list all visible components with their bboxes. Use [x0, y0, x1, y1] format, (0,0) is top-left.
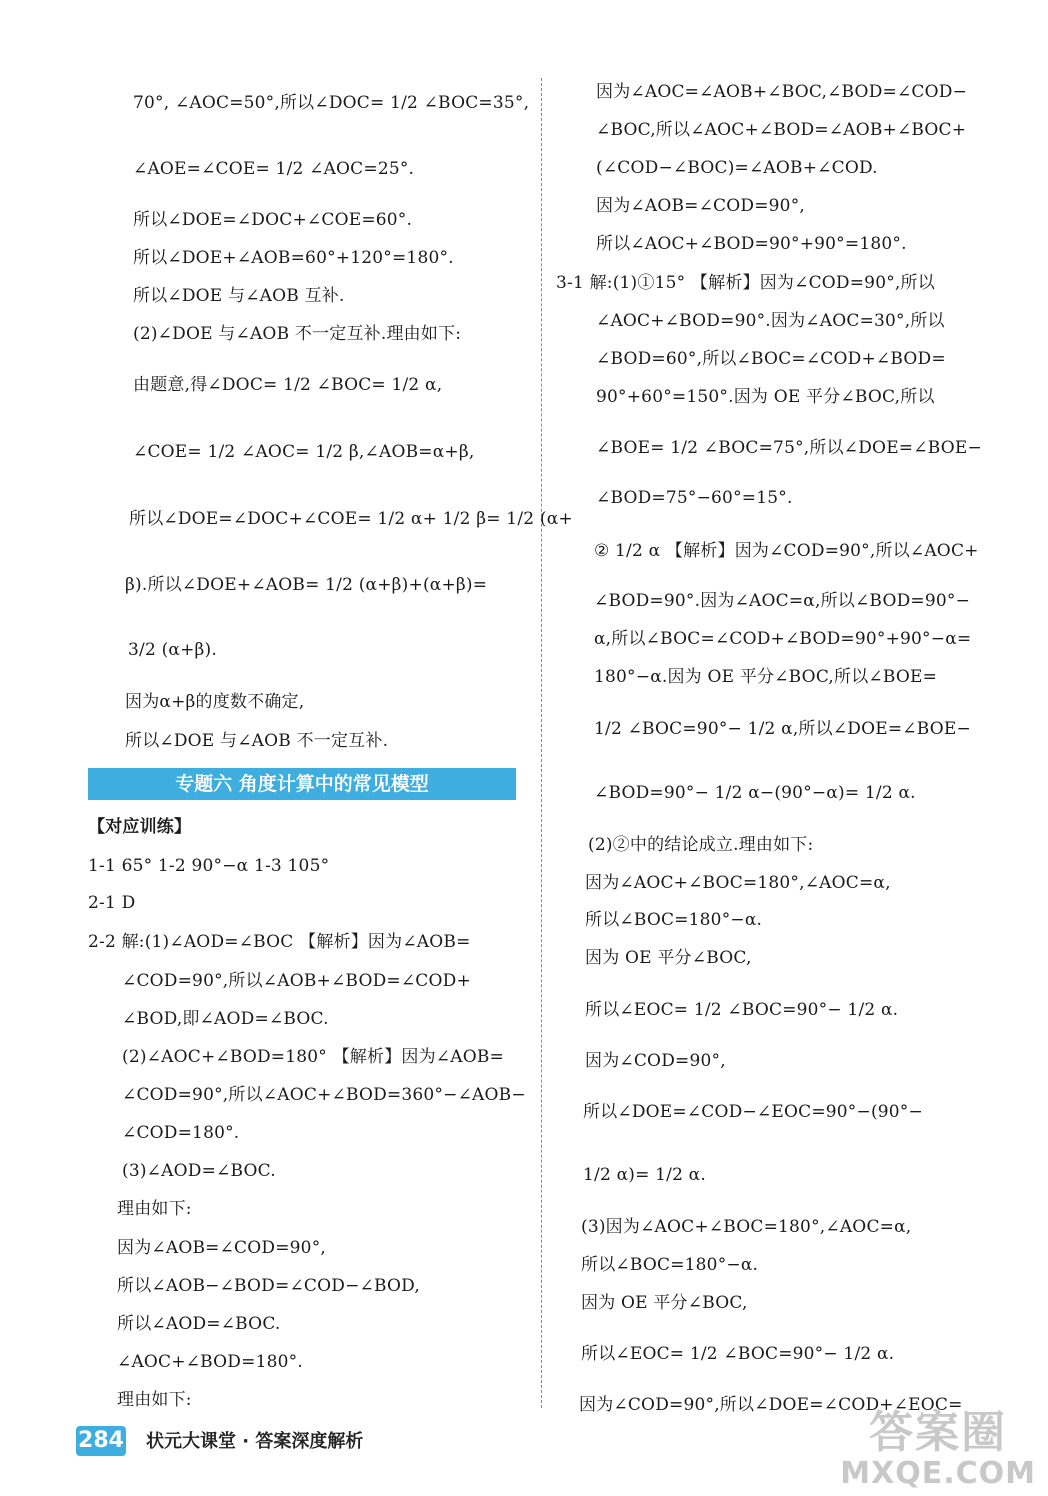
- text-line: 理由如下:: [117, 1199, 192, 1219]
- text-line: 因为α+β的度数不确定,: [125, 692, 305, 712]
- text-line: ∠BOD=90°− 1/2 α−(90°−α)= 1/2 α.: [594, 783, 916, 803]
- text-line: 因为∠AOC+∠BOC=180°,∠AOC=α,: [585, 873, 891, 893]
- text-line: 所以∠DOE=∠DOC+∠COE= 1/2 α+ 1/2 β= 1/2 (α+: [129, 509, 573, 529]
- text-line: 因为∠COD=90°,所以∠DOE=∠COD+∠EOC=: [579, 1395, 963, 1415]
- text-line: 所以∠DOE 与∠AOB 互补.: [133, 286, 345, 306]
- answer-line: 2-1 D: [88, 893, 136, 913]
- text-line: 所以∠AOB−∠BOD=∠COD−∠BOD,: [117, 1276, 420, 1296]
- text-line: ∠BOC,所以∠AOC+∠BOD=∠AOB+∠BOC+: [596, 120, 967, 140]
- text-line: 所以∠DOE+∠AOB=60°+120°=180°.: [133, 248, 454, 268]
- text-line: ∠BOD=90°.因为∠AOC=α,所以∠BOD=90°−: [594, 591, 971, 611]
- text-line: α,所以∠BOC=∠COD+∠BOD=90°+90°−α=: [594, 629, 972, 649]
- text-line: ∠BOD,即∠AOD=∠BOC.: [122, 1009, 329, 1029]
- text-line: (2)∠DOE 与∠AOB 不一定互补.理由如下:: [133, 324, 462, 344]
- section-banner: [88, 768, 516, 800]
- text-line: 所以∠AOD=∠BOC.: [117, 1314, 281, 1334]
- text-line: 90°+60°=150°.因为 OE 平分∠BOC,所以: [596, 387, 935, 407]
- text-line: ∠COD=90°,所以∠AOC+∠BOD=360°−∠AOB−: [122, 1085, 526, 1105]
- site-watermark: [840, 1406, 1036, 1491]
- watermark-url: MXQE.COM: [840, 1456, 1036, 1491]
- text-line: 所以∠BOC=180°−α.: [585, 910, 763, 930]
- answer-line: 2-2 解:(1)∠AOD=∠BOC 【解析】因为∠AOB=: [88, 932, 471, 952]
- text-line: 理由如下:: [117, 1390, 192, 1410]
- text-line: (2)∠AOC+∠BOD=180° 【解析】因为∠AOB=: [122, 1047, 504, 1067]
- text-line: 3/2 (α+β).: [128, 640, 217, 660]
- text-line: (2)②中的结论成立.理由如下:: [588, 835, 814, 855]
- section-heading: 【对应训练】: [88, 817, 192, 837]
- text-line: ∠BOD=60°,所以∠BOC=∠COD+∠BOD=: [596, 349, 946, 369]
- text-line: 180°−α.因为 OE 平分∠BOC,所以∠BOE=: [594, 667, 938, 687]
- text-line: 所以∠DOE=∠COD−∠EOC=90°−(90°−: [583, 1102, 923, 1122]
- text-line: ∠COD=180°.: [122, 1123, 240, 1143]
- text-line: β).所以∠DOE+∠AOB= 1/2 (α+β)+(α+β)=: [125, 575, 488, 595]
- text-line: ∠BOD=75°−60°=15°.: [596, 488, 793, 508]
- text-line: 因为∠AOB=∠COD=90°,: [596, 196, 805, 216]
- book-title: 状元大课堂 · 答案深度解析: [146, 1431, 364, 1452]
- text-line: 因为 OE 平分∠BOC,: [581, 1293, 748, 1313]
- answer-line: 1-1 65° 1-2 90°−α 1-3 105°: [88, 856, 330, 876]
- page-number: 284: [76, 1426, 126, 1456]
- text-line: (3)∠AOD=∠BOC.: [122, 1161, 276, 1181]
- text-line: 所以∠BOC=180°−α.: [581, 1255, 759, 1275]
- answer-line: 3-1 解:(1)①15° 【解析】因为∠COD=90°,所以: [556, 273, 935, 293]
- text-line: 70°, ∠AOC=50°,所以∠DOC= 1/2 ∠BOC=35°,: [133, 93, 530, 113]
- text-line: 因为 OE 平分∠BOC,: [585, 948, 752, 968]
- text-line: (∠COD−∠BOC)=∠AOB+∠COD.: [596, 158, 878, 178]
- column-divider: [541, 78, 542, 1408]
- watermark-logo-text: 答案圈: [869, 1406, 1008, 1458]
- text-line: ∠AOC+∠BOD=180°.: [117, 1352, 303, 1372]
- text-line: ∠AOC+∠BOD=90°.因为∠AOC=30°,所以: [596, 311, 945, 331]
- text-line: ∠AOE=∠COE= 1/2 ∠AOC=25°.: [133, 159, 415, 179]
- text-line: 因为∠COD=90°,: [585, 1051, 726, 1071]
- text-line: 所以∠AOC+∠BOD=90°+90°=180°.: [596, 234, 907, 254]
- text-line: ∠BOE= 1/2 ∠BOC=75°,所以∠DOE=∠BOE−: [596, 438, 982, 458]
- text-line: 因为∠AOB=∠COD=90°,: [117, 1238, 326, 1258]
- text-line: 所以∠EOC= 1/2 ∠BOC=90°− 1/2 α.: [581, 1344, 895, 1364]
- text-line: 1/2 α)= 1/2 α.: [583, 1165, 706, 1185]
- text-line: ∠COE= 1/2 ∠AOC= 1/2 β,∠AOB=α+β,: [133, 442, 475, 462]
- text-line: ∠COD=90°,所以∠AOB+∠BOD=∠COD+: [122, 971, 471, 991]
- text-line: 由题意,得∠DOC= 1/2 ∠BOC= 1/2 α,: [133, 375, 443, 395]
- text-line: 因为∠AOC=∠AOB+∠BOC,∠BOD=∠COD−: [596, 82, 968, 102]
- text-line: 1/2 ∠BOC=90°− 1/2 α,所以∠DOE=∠BOE−: [594, 719, 971, 739]
- text-line: 所以∠DOE 与∠AOB 不一定互补.: [125, 731, 389, 751]
- text-line: 所以∠EOC= 1/2 ∠BOC=90°− 1/2 α.: [585, 1000, 899, 1020]
- text-line: (3)因为∠AOC+∠BOC=180°,∠AOC=α,: [581, 1217, 912, 1237]
- section-banner-title: 专题六 角度计算中的常见模型: [175, 773, 429, 795]
- text-line: 所以∠DOE=∠DOC+∠COE=60°.: [133, 210, 413, 230]
- text-line: ② 1/2 α 【解析】因为∠COD=90°,所以∠AOC+: [594, 541, 979, 561]
